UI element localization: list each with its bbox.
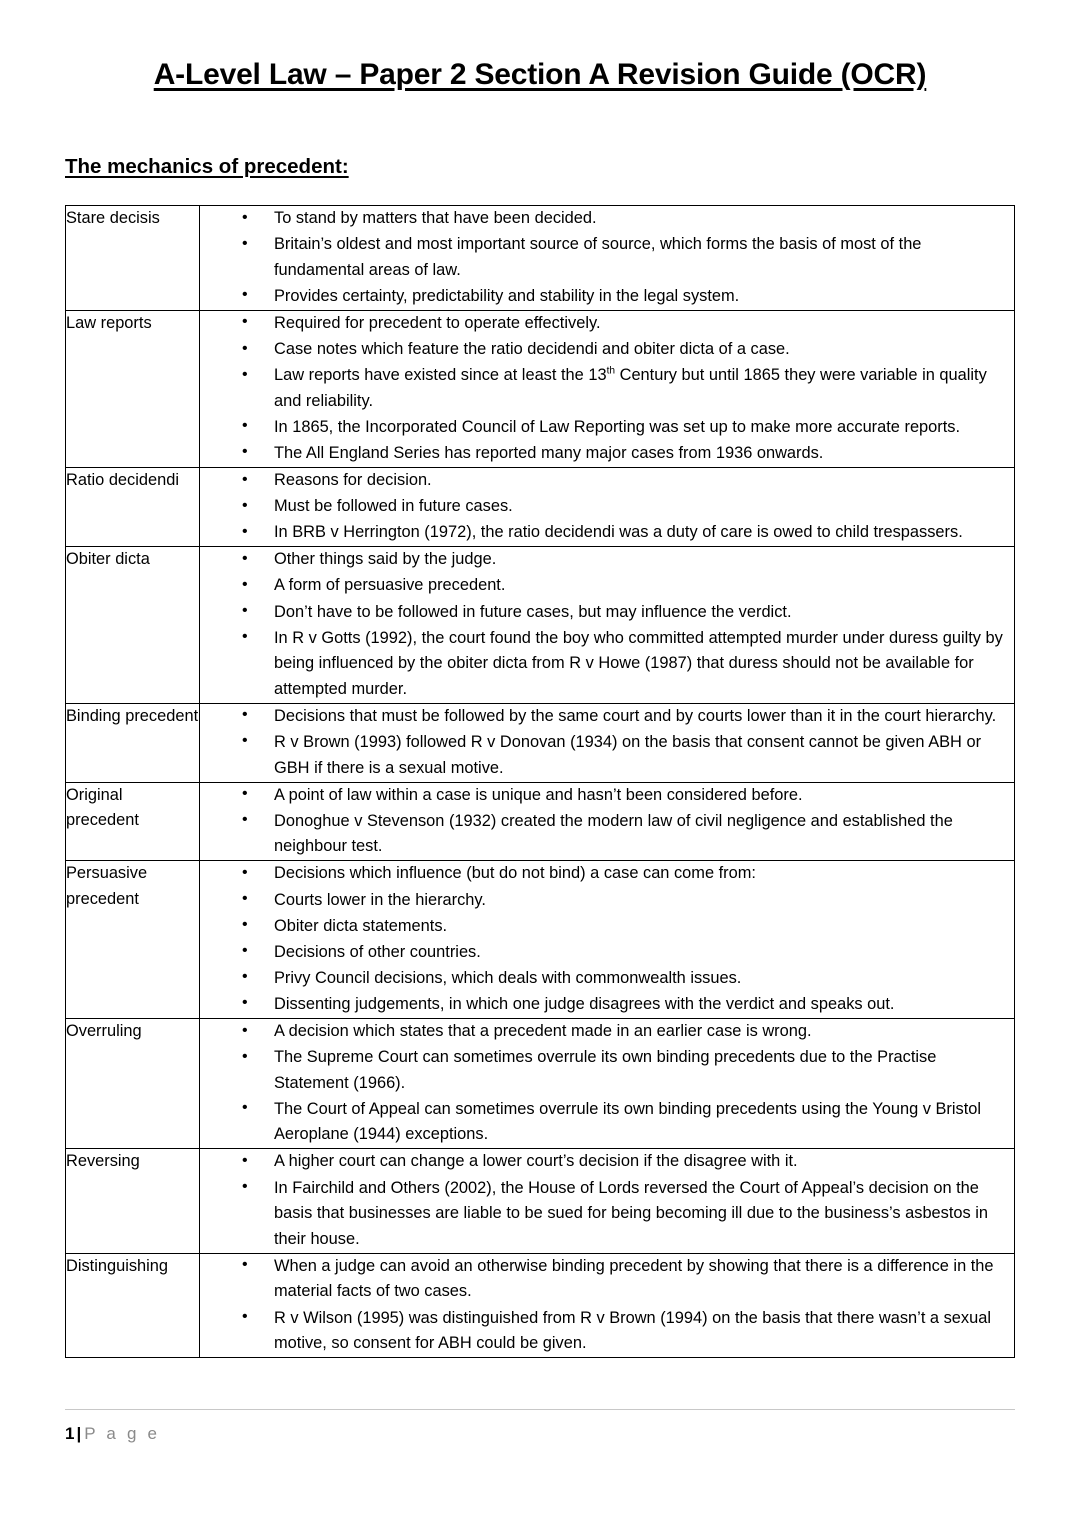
table-row <box>66 861 1015 1019</box>
bullet-item: • When a judge can avoid an otherwise binding precedent by showing that there is a difference in the material facts of two cases. <box>200 1254 1014 1305</box>
points-cell <box>200 1253 1015 1357</box>
bullet-item: • A higher court can change a lower court’s decision if the disagree with it. <box>200 1149 1014 1175</box>
footer-separator: | <box>76 1424 82 1443</box>
bullet-list <box>200 704 1014 781</box>
bullet-item: • Dissenting judgements, in which one judge disagrees with the verdict and speaks out. <box>200 992 1014 1018</box>
bullet-list <box>200 206 1014 309</box>
bullet-item: • Decisions of other countries. <box>200 940 1014 966</box>
table-row <box>66 547 1015 704</box>
points-cell <box>200 861 1015 1019</box>
bullet-item: • Must be followed in future cases. <box>200 494 1014 520</box>
bullet-list <box>200 1149 1014 1252</box>
mechanics-of-precedent-table <box>65 205 1015 1358</box>
bullet-item: • In Fairchild and Others (2002), the House of Lords reversed the Court of Appeal’s decision on the basis that businesses are liable to be sued for being becoming ill due to the business’s asbestos in their house. <box>200 1176 1014 1253</box>
table-row <box>66 1149 1015 1253</box>
bullet-item: • Privy Council decisions, which deals with commonwealth issues. <box>200 966 1014 992</box>
term-cell: Reversing <box>66 1149 200 1253</box>
bullet-item: • Other things said by the judge. <box>200 547 1014 573</box>
table-row <box>66 310 1015 467</box>
bullet-list <box>200 547 1014 702</box>
bullet-item: • Britain’s oldest and most important source of source, which forms the basis of most of the fundamental areas of law. <box>200 232 1014 283</box>
bullet-item: • A point of law within a case is unique and hasn’t been considered before. <box>200 783 1014 809</box>
page-footer <box>65 1409 1015 1527</box>
bullet-item: • Donoghue v Stevenson (1932) created the modern law of civil negligence and established the neighbour test. <box>200 809 1014 860</box>
bullet-list <box>200 1254 1014 1357</box>
footer-text <box>65 1410 1015 1444</box>
term-cell: Persuasive precedent <box>66 861 200 1019</box>
section-heading <box>65 93 1015 180</box>
section-heading-text: The mechanics of precedent: <box>65 154 349 178</box>
bullet-item: • Law reports have existed since at least the 13th Century but until 1865 they were variable in quality and reliability. <box>200 363 1014 414</box>
term-cell: Obiter dicta <box>66 547 200 704</box>
points-cell <box>200 703 1015 782</box>
footer-page-number: 1 <box>65 1424 75 1443</box>
page-title-text: A-Level Law – Paper 2 Section A Revision Guide (OCR) <box>153 58 927 91</box>
bullet-list <box>200 1019 1014 1148</box>
term-cell: Ratio decidendi <box>66 468 200 547</box>
bullet-item: • Decisions which influence (but do not bind) a case can come from: <box>200 861 1014 887</box>
bullet-item: • Provides certainty, predictability and stability in the legal system. <box>200 284 1014 310</box>
ordinal-suffix: th <box>606 365 616 377</box>
table-row <box>66 468 1015 547</box>
table-row <box>66 1019 1015 1149</box>
bullet-list <box>200 861 1014 1017</box>
term-cell: Overruling <box>66 1019 200 1149</box>
table-row <box>66 1253 1015 1357</box>
table-row <box>66 782 1015 861</box>
footer-page-word: P a g e <box>84 1424 161 1443</box>
bullet-item: • Decisions that must be followed by the same court and by courts lower than it in the court hierarchy. <box>200 704 1014 730</box>
table-row <box>66 703 1015 782</box>
points-cell <box>200 468 1015 547</box>
bullet-item: • R v Brown (1993) followed R v Donovan (1934) on the basis that consent cannot be given ABH or GBH if there is a sexual motive. <box>200 730 1014 781</box>
bullet-list <box>200 311 1014 467</box>
bullet-item: • Courts lower in the hierarchy. <box>200 888 1014 914</box>
bullet-item: • In BRB v Herrington (1972), the ratio decidendi was a duty of care is owed to child trespassers. <box>200 520 1014 546</box>
bullet-item: • The Court of Appeal can sometimes overrule its own binding precedents using the Young v Bristol Aeroplane (1944) exceptions. <box>200 1097 1014 1148</box>
term-cell: Distinguishing <box>66 1253 200 1357</box>
term-cell: Binding precedent <box>66 703 200 782</box>
bullet-item: • A form of persuasive precedent. <box>200 573 1014 599</box>
term-cell: Stare decisis <box>66 206 200 311</box>
bullet-item: • In 1865, the Incorporated Council of Law Reporting was set up to make more accurate reports. <box>200 415 1014 441</box>
bullet-item: • Obiter dicta statements. <box>200 914 1014 940</box>
term-cell: Law reports <box>66 310 200 467</box>
bullet-item: • R v Wilson (1995) was distinguished from R v Brown (1994) on the basis that there wasn’t a sexual motive, so consent for ABH could be given. <box>200 1306 1014 1357</box>
table-row <box>66 206 1015 311</box>
table-body <box>66 206 1015 1358</box>
bullet-item: • A decision which states that a precedent made in an earlier case is wrong. <box>200 1019 1014 1045</box>
page-title <box>65 0 1015 93</box>
points-cell <box>200 206 1015 311</box>
bullet-item: • In R v Gotts (1992), the court found the boy who committed attempted murder under duress guilty by being influenced by the obiter dicta from R v Howe (1987) that duress should not be available for attempted murder. <box>200 626 1014 703</box>
term-cell: Original precedent <box>66 782 200 861</box>
points-cell <box>200 782 1015 861</box>
bullet-item: • Required for precedent to operate effectively. <box>200 311 1014 337</box>
points-cell <box>200 1019 1015 1149</box>
bullet-item: • The All England Series has reported many major cases from 1936 onwards. <box>200 441 1014 467</box>
points-cell <box>200 1149 1015 1253</box>
bullet-item: • The Supreme Court can sometimes overrule its own binding precedents due to the Practise Statement (1966). <box>200 1045 1014 1096</box>
points-cell <box>200 310 1015 467</box>
bullet-item: • Reasons for decision. <box>200 468 1014 494</box>
points-cell <box>200 547 1015 704</box>
bullet-list <box>200 783 1014 860</box>
bullet-item: • Case notes which feature the ratio decidendi and obiter dicta of a case. <box>200 337 1014 363</box>
bullet-item: • Don’t have to be followed in future cases, but may influence the verdict. <box>200 600 1014 626</box>
bullet-item: • To stand by matters that have been decided. <box>200 206 1014 232</box>
bullet-list <box>200 468 1014 546</box>
